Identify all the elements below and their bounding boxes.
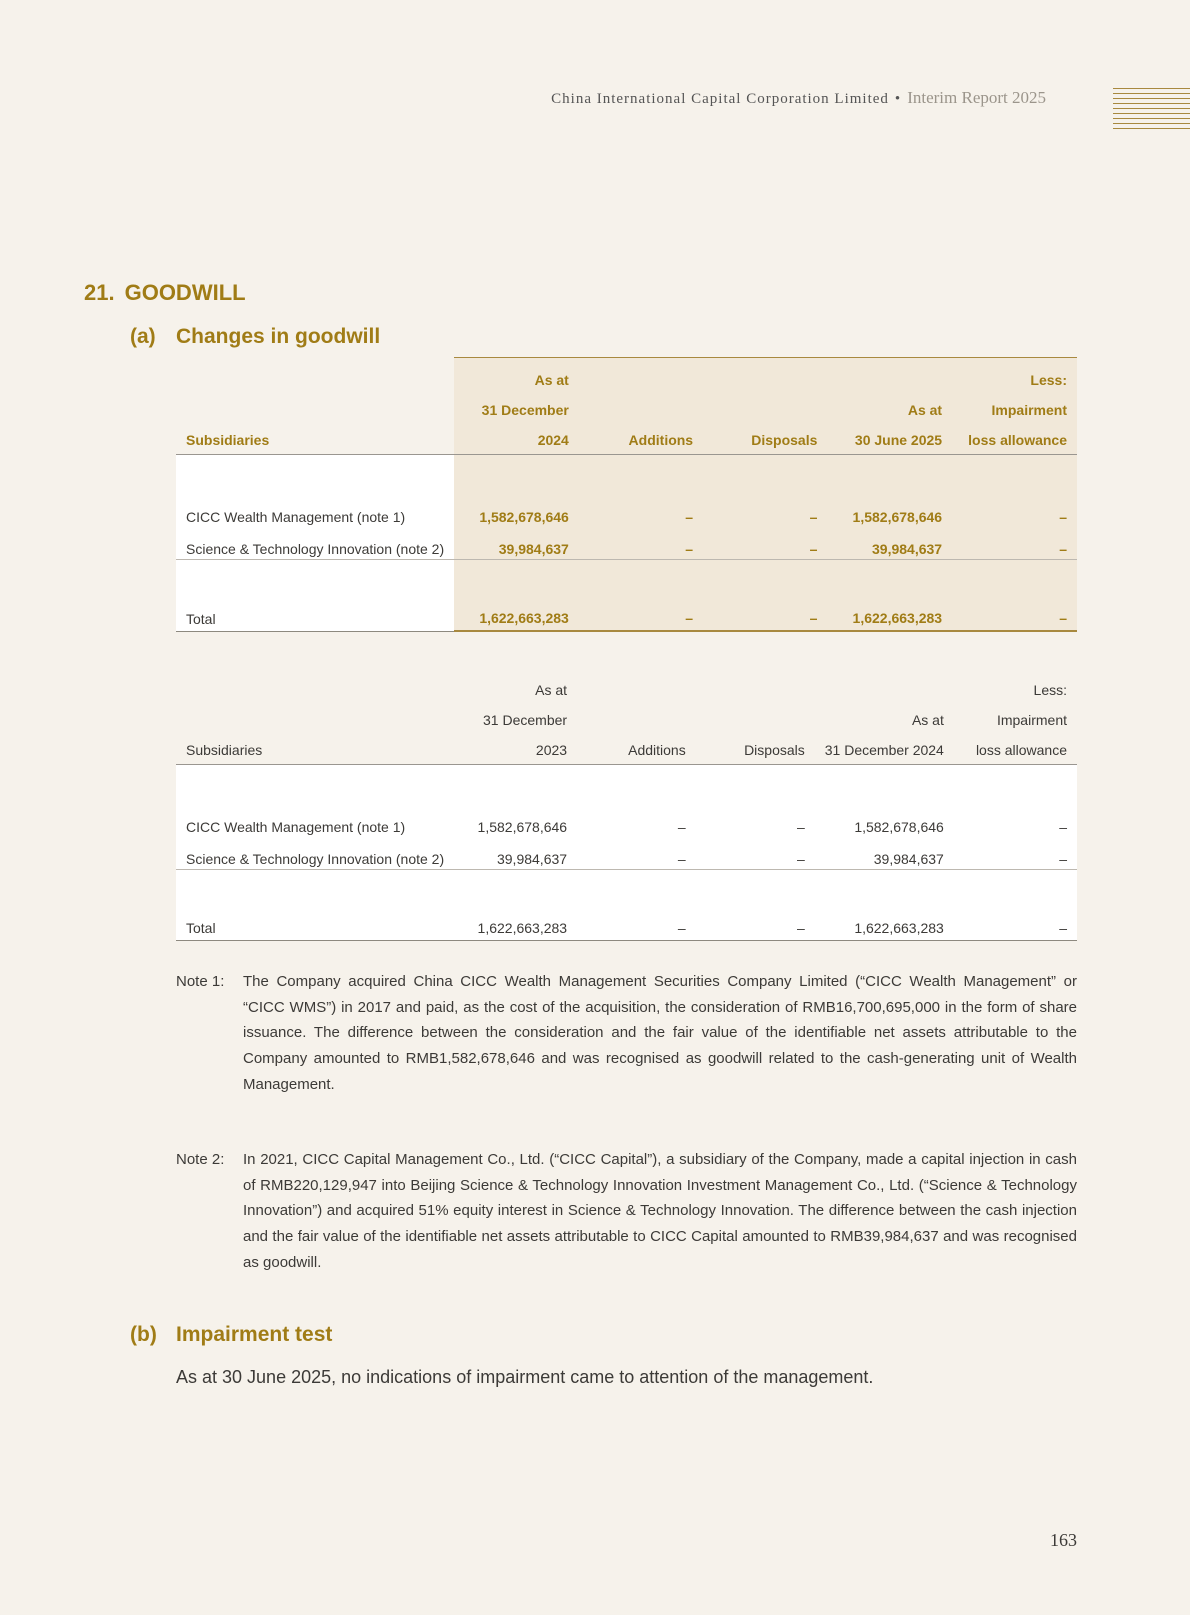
table-header-row bbox=[176, 418, 1077, 455]
cell: – bbox=[579, 527, 703, 560]
row-label: CICC Wealth Management (note 1) bbox=[176, 495, 454, 527]
header-cell bbox=[703, 358, 827, 389]
cell: – bbox=[952, 596, 1077, 631]
header-cell: Disposals bbox=[703, 418, 827, 455]
cell: 1,582,678,646 bbox=[815, 805, 954, 837]
cell: 1,622,663,283 bbox=[454, 906, 577, 941]
header-cell: Subsidiaries bbox=[176, 728, 454, 765]
section-heading bbox=[84, 280, 246, 306]
header-cell: 31 December 2024 bbox=[815, 728, 954, 765]
spacer-row bbox=[176, 765, 1077, 806]
header-cell: Impairment bbox=[996, 712, 1067, 728]
row-label: Science & Technology Innovation (note 2) bbox=[176, 527, 454, 560]
cell: – bbox=[696, 837, 815, 870]
cell: – bbox=[577, 837, 696, 870]
header-cell: As at bbox=[454, 358, 579, 389]
cell: – bbox=[703, 495, 827, 527]
header-cell: 30 June 2025 bbox=[827, 418, 952, 455]
row-label: Science & Technology Innovation (note 2) bbox=[176, 837, 454, 870]
header-cell bbox=[176, 698, 454, 728]
cell: – bbox=[952, 527, 1077, 560]
header-cell: 31 December bbox=[454, 388, 579, 418]
table-header-row bbox=[176, 358, 1077, 389]
goodwill-table-2024 bbox=[176, 668, 1077, 941]
cell: – bbox=[703, 596, 827, 631]
header-cell bbox=[176, 388, 454, 418]
spacer-row bbox=[176, 560, 1077, 597]
cell: 39,984,637 bbox=[454, 527, 579, 560]
cell: – bbox=[579, 596, 703, 631]
page-number: 163 bbox=[1050, 1530, 1077, 1550]
header-cell: 2024 bbox=[454, 418, 579, 455]
table-header-row bbox=[176, 668, 1077, 698]
header-cell: 31 December bbox=[483, 712, 568, 728]
subheading-a-label: (a) bbox=[130, 325, 156, 348]
cell: – bbox=[577, 906, 696, 941]
header-cell: Additions bbox=[579, 418, 703, 455]
header-cell: As at bbox=[911, 712, 944, 728]
table-total-row bbox=[176, 906, 1077, 941]
cell: 39,984,637 bbox=[827, 527, 952, 560]
header-cell bbox=[176, 358, 454, 389]
header-cell: Additions bbox=[577, 728, 696, 765]
subheading-b-title: Impairment test bbox=[176, 1323, 333, 1346]
header-cell: Subsidiaries bbox=[176, 418, 454, 455]
spacer-row bbox=[176, 870, 1077, 907]
table-row bbox=[176, 837, 1077, 870]
cell: 1,622,663,283 bbox=[454, 596, 579, 631]
impairment-text: As at 30 June 2025, no indications of impairment came to attention of the management. bbox=[176, 1367, 874, 1387]
cell: 1,582,678,646 bbox=[827, 495, 952, 527]
header-cell: loss allowance bbox=[952, 418, 1077, 455]
cell: – bbox=[954, 837, 1077, 870]
table-header-row bbox=[176, 388, 1077, 418]
cell: – bbox=[954, 906, 1077, 941]
row-label: CICC Wealth Management (note 1) bbox=[176, 805, 454, 837]
cell: – bbox=[696, 906, 815, 941]
note-1 bbox=[176, 969, 1077, 1098]
section-number: 21. bbox=[84, 280, 115, 305]
header-cell bbox=[577, 668, 696, 698]
table-header-row bbox=[176, 698, 1077, 728]
header-report: Interim Report 2025 bbox=[907, 88, 1046, 107]
header-cell bbox=[176, 668, 454, 698]
cell: – bbox=[954, 805, 1077, 837]
header-cell: As at bbox=[535, 682, 568, 698]
subheading-b bbox=[130, 1323, 332, 1347]
header-cell bbox=[579, 388, 703, 418]
cell: 39,984,637 bbox=[815, 837, 954, 870]
table-header-row bbox=[176, 728, 1077, 765]
table-total-row bbox=[176, 596, 1077, 631]
cell: – bbox=[952, 495, 1077, 527]
header-cell bbox=[696, 668, 815, 698]
section-title: GOODWILL bbox=[124, 280, 246, 305]
cell: 1,622,663,283 bbox=[815, 906, 954, 941]
header-cell bbox=[579, 358, 703, 389]
cell: – bbox=[579, 495, 703, 527]
cell: – bbox=[696, 805, 815, 837]
header-cell bbox=[696, 698, 815, 728]
cell: 1,582,678,646 bbox=[454, 805, 577, 837]
cell: 1,582,678,646 bbox=[454, 495, 579, 527]
table-row bbox=[176, 495, 1077, 527]
header-cell: Less: bbox=[1033, 682, 1067, 698]
header-separator: • bbox=[894, 91, 902, 107]
total-label: Total bbox=[176, 596, 454, 631]
spacer-row bbox=[176, 455, 1077, 496]
table-row bbox=[176, 527, 1077, 560]
header-cell: loss allowance bbox=[954, 728, 1077, 765]
header-cell bbox=[577, 698, 696, 728]
header-cell: Less: bbox=[952, 358, 1077, 389]
header-cell bbox=[703, 388, 827, 418]
subheading-a bbox=[130, 325, 380, 349]
note-2-label: Note 2: bbox=[176, 1151, 225, 1168]
goodwill-table-2025 bbox=[176, 357, 1077, 632]
cell: 39,984,637 bbox=[454, 837, 577, 870]
cell: 1,622,663,283 bbox=[827, 596, 952, 631]
header-cell: Disposals bbox=[696, 728, 815, 765]
cell: – bbox=[703, 527, 827, 560]
cell: – bbox=[577, 805, 696, 837]
subheading-a-title: Changes in goodwill bbox=[176, 325, 381, 348]
header-cell bbox=[827, 358, 952, 389]
subheading-b-label: (b) bbox=[130, 1323, 157, 1346]
note-1-text: The Company acquired China CICC Wealth Management Securities Company Limited (“CICC Wealth Management” or “CICC WMS”) in 2017 and paid, as the cost of the acquisition, the consideration of RMB16,700,695,000 in the form of share issuance. The difference between the consideration and the fair value of the identifiable net assets attributable to the Company amounted to RMB1,582,678,646 and was recognised as goodwill related to the cash-generating unit of Wealth Management. bbox=[243, 973, 1077, 1093]
header-cell: Impairment bbox=[952, 388, 1077, 418]
header-cell bbox=[815, 668, 954, 698]
table-row bbox=[176, 805, 1077, 837]
header-cell: As at bbox=[827, 388, 952, 418]
header-cell: 2023 bbox=[454, 728, 577, 765]
header-company: China International Capital Corporation Limited bbox=[551, 91, 889, 107]
decorative-stripes bbox=[1113, 88, 1190, 133]
total-label: Total bbox=[176, 906, 454, 941]
note-1-label: Note 1: bbox=[176, 973, 225, 990]
note-2-text: In 2021, CICC Capital Management Co., Ltd. (“CICC Capital”), a subsidiary of the Company, made a capital injection in cash of RMB220,129,947 into Beijing Science & Technology Innovation Investment Management Co., Ltd. (“Science & Technology Innovation”) and acquired 51% equity interest in Science & Technology Innovation. The difference between the cash injection and the fair value of the identifiable net assets attributable to CICC Capital amounted to RMB39,984,637 and was recognised as goodwill. bbox=[243, 1151, 1077, 1271]
running-header bbox=[551, 88, 1046, 108]
note-2 bbox=[176, 1147, 1077, 1276]
